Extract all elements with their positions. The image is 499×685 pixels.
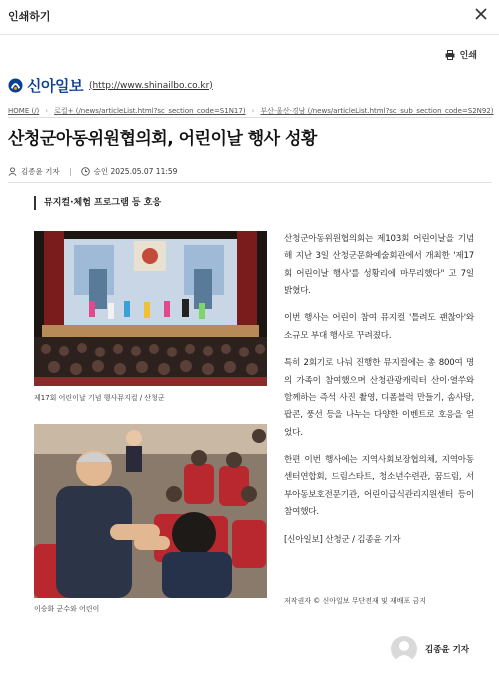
- article-body: [284, 231, 474, 559]
- meta-separator: [70, 168, 71, 176]
- photo-governor-caption: 이승화 군수와 어린이: [34, 605, 100, 613]
- article-photo-musical: [34, 231, 267, 386]
- chevron-right-icon: ›: [251, 107, 255, 115]
- article-subheading: 뮤지컬·체험 프로그램 등 호응: [34, 196, 161, 210]
- breadcrumb: [8, 106, 494, 116]
- photo-musical-caption: 제17회 어린이날 기념 행사뮤지컬 / 산청군: [34, 394, 165, 402]
- approved-datetime: 승인 2025.05.07 11:59: [93, 167, 178, 176]
- governor-child-illustration: [34, 424, 267, 598]
- header-divider: [0, 34, 499, 35]
- breadcrumb-region[interactable]: 부산·울산·경남 (/news/articleList.html?sc_sub_section_code=S2N92): [260, 107, 494, 115]
- clock-icon: [81, 167, 90, 176]
- article-photo-governor: [34, 424, 267, 598]
- article-headline: 산청군아동위원협의회, 어린이날 행사 성황: [8, 129, 317, 149]
- meta-divider: [8, 182, 492, 183]
- shinailbo-logo-icon: [8, 78, 23, 93]
- article-byline: [신아일보] 산청군 / 김종윤 기자: [284, 534, 401, 545]
- window-title: 인쇄하기: [8, 10, 51, 23]
- print-window-header: [0, 0, 499, 34]
- user-avatar-icon: [391, 636, 417, 662]
- printer-icon: [445, 50, 455, 60]
- chevron-right-icon: ›: [45, 107, 49, 115]
- close-icon[interactable]: [473, 6, 489, 22]
- logo-name: 신아일보: [27, 77, 83, 95]
- breadcrumb-home[interactable]: HOME (/): [8, 107, 40, 115]
- article-paragraph: 한편 이번 행사에는 지역사회보장협의체, 지역아동센터연합회, 드림스타트, 청소년수련관, 꿈드림, 서부아동보호전문기관, 어린이급식관리지원센터 등이 참여했다.: [284, 455, 474, 518]
- copyright-notice: 저작권자 © 신아일보 무단전재 및 재배포 금지: [284, 597, 427, 605]
- print-button[interactable]: [445, 48, 477, 61]
- article-paragraph: 특히 2회기로 나눠 진행한 뮤지컬에는 총 800여 명의 가족이 참여했으며 산청관광캐릭터 산이·열쑤와 함께하는 즉석 사진 촬영, 디폼블럭 만들기, 솜사탕, 팝콘, 풍선 등을 나누는 다양한 이벤트로 호응을 얻었다.: [284, 358, 474, 438]
- author-box-name: 김종윤 기자: [424, 645, 469, 655]
- article-meta: [8, 166, 177, 177]
- musical-stage-illustration: [34, 231, 267, 386]
- article-paragraph: 이번 행사는 어린이 참여 뮤지컬 '틀려도 괜찮아'와 소규모 부대 행사로 꾸려졌다.: [284, 313, 474, 341]
- breadcrumb-local[interactable]: 로컬+ (/news/articleList.html?sc_section_code=S1N17): [54, 107, 246, 115]
- reporter-name: 김종윤 기자: [21, 167, 60, 176]
- print-label: 인쇄: [459, 51, 477, 61]
- author-box: [391, 636, 469, 662]
- breadcrumb-divider: [8, 117, 492, 118]
- logo-url-link[interactable]: (http://www.shinailbo.co.kr): [88, 80, 213, 91]
- avatar: [391, 636, 417, 662]
- publication-logo: [8, 75, 213, 96]
- article-paragraph: 산청군아동위원협의회는 제103회 어린이날을 기념해 지난 3일 산청군문화예술회관에서 개최한 '제17회 어린이날 행사'를 성황리에 마무리했다" 고 7일 밝혔다.: [284, 234, 474, 296]
- user-icon: [8, 167, 17, 176]
